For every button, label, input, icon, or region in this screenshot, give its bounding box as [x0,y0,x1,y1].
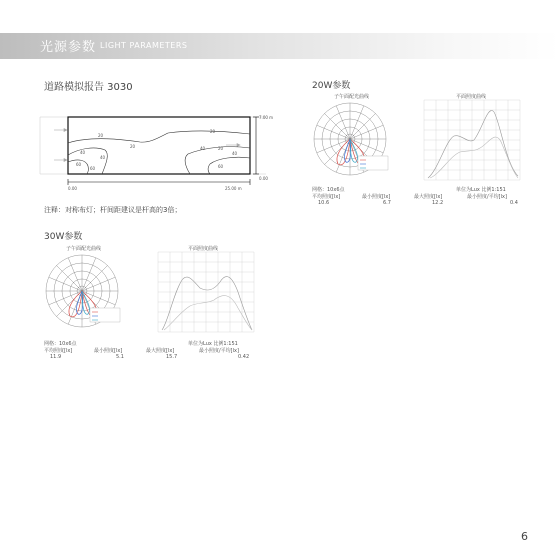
contour-label: 60 [90,166,96,171]
w20-plane-chart [424,100,520,182]
w20-polar-title: 子午面配光曲线 [334,94,370,100]
w20-min-label: 最小照度[lx] [362,194,391,200]
scale-top-label: 7.00 m [259,115,274,120]
road-sim-note: 注释：对称布灯；杆间距建议是杆高的3倍； [44,206,182,214]
contour-line [208,157,250,174]
w20-max-label: 最大照度[lx] [414,194,443,200]
w30-grid-label: 网格：10x6点 [44,341,77,347]
scale-bottom-label: 0.00 [259,176,268,181]
road-sim-title: 道路模拟报告 3030 [44,82,133,93]
w30-scale-label: 单位为Lux 比例1:151 [188,341,238,347]
contour-label: 20 [218,146,224,151]
contour-label: 40 [200,146,206,151]
contour-line [68,148,107,174]
section-title-zh: 光源参数 [40,40,97,55]
w30-ratio-label: 最小照度/平均[lx] [199,348,239,354]
w30-avg-value: 11.9 [50,354,62,360]
arrow-icon [54,129,67,162]
contour-line [68,131,250,143]
page-number: 6 [521,530,528,543]
w20-ratio-value: 0.4 [510,200,518,206]
w30-min-value: 5.1 [116,354,124,360]
w30-polar-chart [44,250,124,332]
w30-polar-title: 子午面配光曲线 [66,246,102,252]
plane-curve [428,110,518,178]
section-title-en: LIGHT PARAMETERS [100,41,188,50]
contour-label: 40 [100,155,106,160]
arrow-icon [226,144,240,147]
w30-min-label: 最小照度[lx] [94,348,123,354]
contour-label: 20 [98,133,104,138]
w30-plane-chart [158,252,254,334]
contour-label: 20 [210,129,216,134]
w20-avg-value: 10.6 [318,200,330,206]
x-end-label: 25.00 m [225,186,242,191]
w20-title: 20W参数 [312,81,351,91]
w30-max-label: 最大照度[lx] [146,348,175,354]
w20-ratio-label: 最小照度/平均[lx] [467,194,507,200]
contour-label: 40 [232,151,238,156]
w30-title: 30W参数 [44,232,83,242]
w20-polar-chart [312,98,392,180]
w20-max-value: 12.2 [432,200,444,206]
w20-avg-label: 平均照度[lx] [312,194,341,200]
w30-avg-label: 平均照度[lx] [44,348,73,354]
section-header [0,33,560,59]
contour-label: 40 [80,150,86,155]
w20-grid-label: 网格：10x6点 [312,187,345,193]
w20-plane-title: 平面照度曲线 [456,94,487,100]
contour-label: 60 [76,162,82,167]
road-sim-diagram [40,112,274,194]
w30-max-value: 15.7 [166,354,178,360]
plane-curve [164,296,252,330]
w30-ratio-value: 0.42 [238,354,250,360]
contour-label: 20 [130,144,136,149]
x-start-label: 0.00 [68,186,77,191]
w20-scale-label: 单位为Lux 比例1:151 [456,187,506,193]
contour-label: 60 [218,164,224,169]
w20-min-value: 6.7 [383,200,391,206]
w30-plane-title: 平面照度曲线 [188,246,219,252]
plane-curve [430,137,518,178]
